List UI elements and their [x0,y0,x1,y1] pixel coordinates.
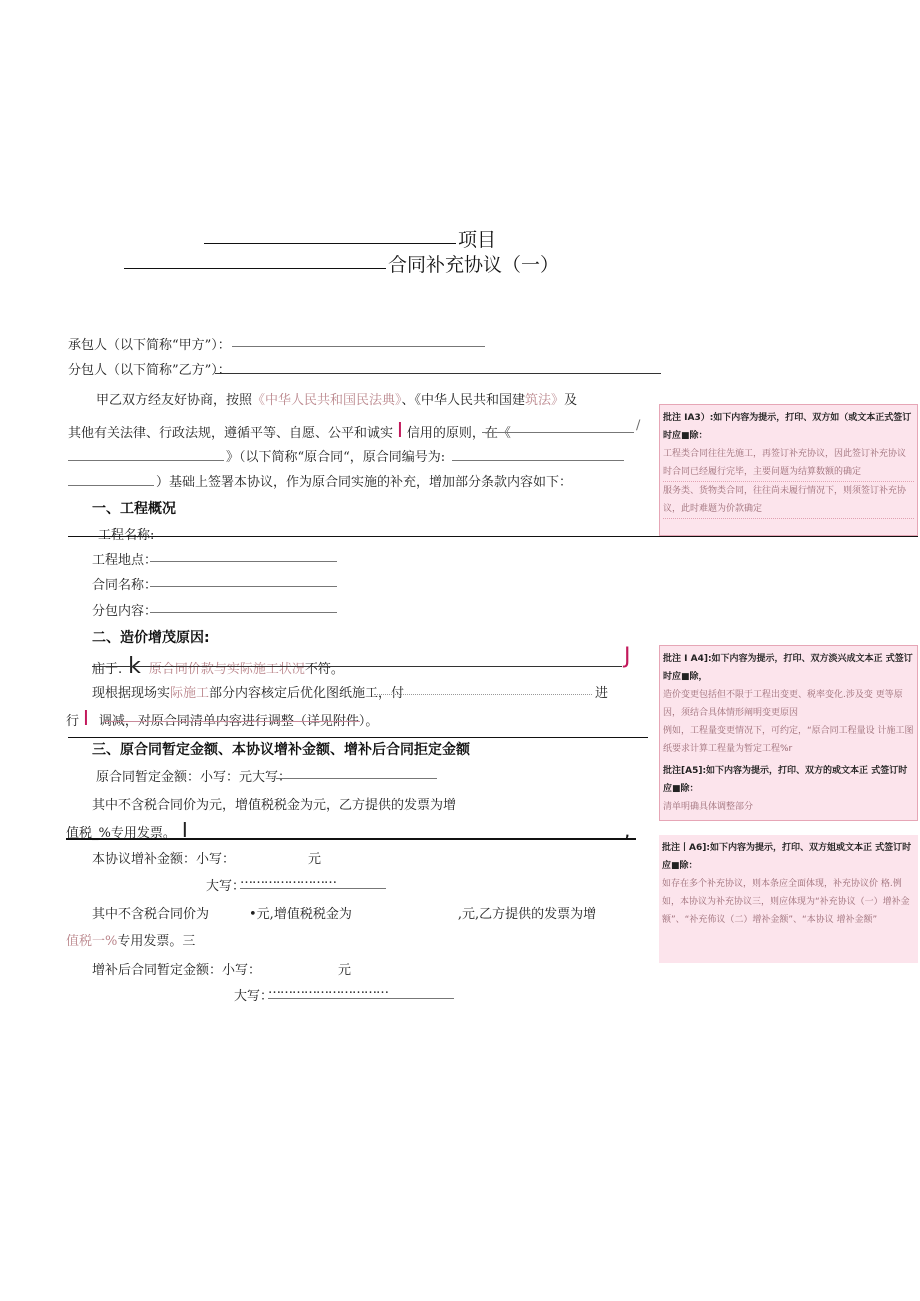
tax-text: 专用发票。三 [117,934,196,949]
intro-text: 其他有关法律、行政法规，遵循平等、自愿、公平和诚实 [68,426,394,441]
intro-line-1 [96,389,577,408]
orig-amount-label: 原合同暂定金额：小写：元大写： [96,770,292,785]
comment-a4-body-1: 造价变更包括但不限于工程出变更、税率变化.涉及变 更等原因，须结合具体情形阐明变更原因 [663,690,903,718]
comment-a4-header: 批注 I A4]:如下内容为提示，打印、双方淡兴成文本正 式签订时应■除， [663,654,913,682]
orig-contract-number-field-2[interactable] [68,485,154,486]
reason-text: 不符。 [304,662,344,677]
comment-a6-body: 如存在多个补充协议，则本条应全面体现，补充协议价 格.例如，本协议为补充协议三，则应体现为“补充协议（一）增补金额”、“补充佈议（二）增补金额”、“本协议 增补金额” [662,879,910,925]
tax-line-1: 其中不含税合同价为元，增值税税金为元，乙方提供的发票为增 [92,798,457,813]
after-upper-field[interactable]: ………………………… [268,982,388,997]
comment-anchor-a3[interactable]: I [397,418,403,442]
project-name-line[interactable] [68,536,918,537]
reason-text: 调减，对原合同清单内容进行调整（详见附件）。 [98,714,379,729]
intro-text: 及 [564,393,578,408]
comment-a6[interactable] [659,835,918,963]
comment-a3-header: 批注 IA3）:如下内容为提示，打印、双方如（或文本正式签订时应■除： [663,413,912,441]
party-a-field[interactable] [232,346,485,347]
reason-line-2 [92,682,404,701]
comment-a5-header: 批注[A5]:如下内容为提示，打印、双方的或文本正 式签订时应■除： [663,766,908,794]
contract-name-input[interactable] [150,586,337,587]
title-project: 项目 [458,229,497,251]
reason-text-highlight: 原合同价款与实际施工 [148,662,279,677]
reason-jin: 进 [595,686,609,701]
project-location-input[interactable] [150,561,337,562]
add-amount-unit: 元 [308,852,322,867]
party-a-label: 承包人（以下简称“甲方”）： [68,338,231,353]
add-amount-label: 本协议增补金额：小写： [92,852,236,867]
page-title: 合同补充协议（一） [388,254,560,276]
comment-a4-a5[interactable] [659,645,918,821]
comment-a3-body-2: 服务类、货物类合同，往往尚未履行情况下，则须签订补充协议，此时难题为价款确定 [663,482,914,519]
tax-text: •元, [249,907,274,922]
tax-line-2b [66,930,195,949]
comment-a6-header: 批注丨A6]:如下内容为提示，打印、双方姐或文本正 式签订时应■除： [662,843,912,871]
tax-text: 增值税税金为 [273,907,352,922]
intro-line-3: 》（以下简称“原合同“，原合同编号为: [226,450,446,465]
field-subcontract-content: 分包内容： [92,604,158,619]
field-project-name: 工程名称: [98,528,155,543]
tax-comma-mark: , [624,818,631,842]
after-upper-underline [268,998,454,999]
tax-text: 值税_%专用发票。 [66,826,176,841]
tax-text: 其中不含税合同价为 [92,907,210,922]
reason-text: 行 [66,714,80,729]
reason-text: 现根据现场实 [92,686,171,701]
party-b-label: 分包人（以下简称”乙方”）： [68,363,231,378]
orig-contract-name-field-2[interactable] [68,460,224,461]
reason-underline [92,666,622,667]
intro-text: 甲乙双方经友好协商，按照 [96,393,253,408]
comment-a4-body-2: 例如，工程量变更情况下，可约定，“原合同工程量设 计施工图纸要求计算工程量为暂定工程%r [663,726,914,754]
section-3-title: 三、原合同暂定金额、本协议增补金额、增补后合同拒定金额 [92,742,470,758]
title-blank-2[interactable] [124,268,386,269]
title-blank-1[interactable] [204,243,456,244]
slash-mark: / [636,418,641,433]
tax-line-1b-underline [66,838,636,840]
comment-a3-body-1: 工程类合同往往先施工，再签订补充协议，因此签订补充协议时合同已经履行完毕，主要问题为结算数额的确定 [663,445,914,482]
reason-line-3-underline [104,721,360,722]
reason-text-highlight: 状况 [278,662,305,677]
tax-text-highlight: 值税一% [66,934,118,949]
subcontract-content-input[interactable] [150,612,337,613]
after-upper-label: 大写： [234,989,274,1004]
civil-code-ref: 《中华人民共和国民法典》 [252,393,402,408]
field-project-location: 工程地点： [92,553,158,568]
comment-anchor-a5[interactable]: I [83,706,89,730]
tax-line-2 [92,903,596,922]
orig-amount-upper-field[interactable] [276,778,437,779]
after-amount-unit: 元 [338,963,352,978]
intro-line-4: ）基础上签署本协议，作为原合同实施的补充，增加部分条款内容如下： [156,475,573,490]
after-amount-label: 增补后合同暂定金额：小写： [92,963,262,978]
field-contract-name: 合同名称： [92,578,158,593]
reason-text: 部分内容核定后优化图纸施工，付 [209,686,405,701]
party-b-field[interactable] [215,373,661,374]
section-2-title: 二、造价增茂原因: [92,630,210,646]
tax-text: 乙方提供的发票为增 [479,907,597,922]
reason-line-3 [66,706,378,730]
add-upper-label: 大写： [206,879,246,894]
reason-text: 庙于. [92,662,123,677]
add-upper-underline [240,888,386,889]
reason-text-highlight: 际施工 [170,686,210,701]
reason-blank[interactable] [374,694,592,695]
comment-a3[interactable] [659,404,918,536]
intro-line-2 [68,418,511,442]
comment-end-marker: J [624,644,631,669]
intro-text: 信用的原则，在《 [406,426,511,441]
add-upper-field[interactable]: …………………… [240,872,336,887]
orig-contract-number-field[interactable] [452,460,624,461]
intro-text: 、《中华人民共和国建 [401,393,526,408]
orig-contract-name-field[interactable] [482,432,634,433]
tax-text: ,元, [457,907,480,922]
construction-law-ref: 筑法》 [525,393,565,408]
section-3-top-line [68,737,648,738]
section-1-title: 一、工程概况 [92,501,176,517]
comment-anchor-a4[interactable]: k [128,654,141,679]
comment-anchor-a6[interactable]: I [181,818,188,842]
comment-a5-body: 清单明确具体调整部分 [663,802,754,812]
